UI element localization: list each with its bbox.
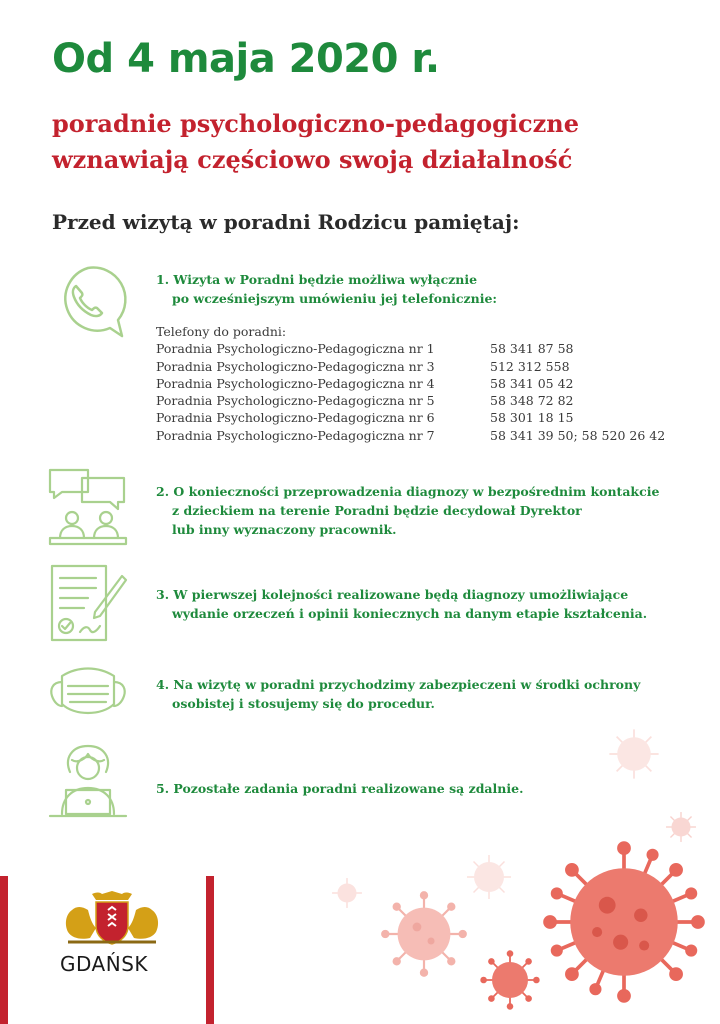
face-mask-icon (48, 656, 128, 736)
virus-illustration-small (480, 950, 540, 1010)
phone-row-number: 58 301 18 15 (490, 410, 574, 426)
virus-illustration-medium (380, 890, 468, 978)
item-3-text (156, 585, 686, 623)
footer-accent-bar-right (206, 876, 214, 1024)
item-4-text (156, 675, 686, 713)
page-title: Od 4 maja 2020 r. (52, 36, 440, 82)
phone-row-number: 58 341 87 58 (490, 341, 574, 357)
item-2-line-3: lub inny wyznaczony pracownik. (172, 522, 397, 537)
phone-row (156, 358, 696, 375)
phone-row-name: Poradnia Psychologiczno-Pedagogiczna nr 4 (156, 375, 435, 391)
phone-row-name: Poradnia Psychologiczno-Pedagogiczna nr 3 (156, 358, 435, 374)
phone-row-name: Poradnia Psychologiczno-Pedagogiczna nr 5 (156, 393, 435, 409)
gdansk-crest-logo (62, 890, 162, 946)
phone-list (156, 323, 696, 444)
virus-illustration-large (540, 838, 708, 1006)
phone-row-name: Poradnia Psychologiczno-Pedagogiczna nr 7 (156, 427, 435, 443)
phone-row-number: 58 348 72 82 (490, 393, 574, 409)
item-1-text (156, 270, 686, 308)
virus-illustration-faint-2 (464, 852, 514, 902)
item-2-text (156, 482, 686, 539)
virus-illustration-faint-4 (330, 876, 364, 910)
item-1-line-1: 1. Wizyta w Poradni będzie możliwa wyłącznie (156, 272, 478, 287)
phone-row-name: Poradnia Psychologiczno-Pedagogiczna nr 6 (156, 410, 435, 426)
phone-row (156, 340, 696, 357)
remote-work-laptop-icon (48, 740, 128, 820)
document-signature-icon (48, 562, 128, 642)
subtitle-line-1: poradnie psychologiczno-pedagogiczne (52, 109, 579, 138)
item-4-line-1: 4. Na wizytę w poradni przychodzimy zabezpieczeni w środki ochrony (156, 677, 641, 692)
item-2-line-2: z dzieckiem na terenie Poradni będzie decydował Dyrektor (172, 503, 582, 518)
city-wordmark: GDAŃSK (60, 952, 148, 976)
subtitle (52, 106, 692, 178)
phone-row (156, 375, 696, 392)
reminder-heading: Przed wizytą w poradni Rodzicu pamiętaj: (52, 210, 520, 234)
footer-accent-bar-left (0, 876, 8, 1024)
phone-list-heading: Telefony do poradni: (156, 324, 287, 339)
phone-row-name: Poradnia Psychologiczno-Pedagogiczna nr 1 (156, 341, 435, 357)
phone-row-number: 512 312 558 (490, 358, 570, 374)
item-5-line-1: 5. Pozostałe zadania poradni realizowane są zdalnie. (156, 781, 524, 796)
phone-row (156, 427, 696, 444)
conversation-icon (48, 466, 128, 546)
phone-row-number: 58 341 39 50; 58 520 26 42 (490, 427, 666, 443)
item-3-line-1: 3. W pierwszej kolejności realizowane będą diagnozy umożliwiające (156, 587, 629, 602)
item-4-line-2: osobistej i stosujemy się do procedur. (172, 696, 435, 711)
virus-illustration-faint-1 (606, 726, 662, 782)
item-1-line-2: po wcześniejszym umówieniu jej telefonicznie: (172, 291, 498, 306)
virus-illustration-faint-3 (664, 810, 698, 844)
subtitle-line-2: wznawiają częściowo swoją działalność (52, 145, 573, 174)
phone-row (156, 392, 696, 409)
phone-row-number: 58 341 05 42 (490, 375, 574, 391)
item-2-line-1: 2. O konieczności przeprowadzenia diagnozy w bezpośrednim kontakcie (156, 484, 660, 499)
phone-row (156, 409, 696, 426)
item-3-line-2: wydanie orzeczeń i opinii koniecznych na danym etapie kształcenia. (172, 606, 648, 621)
phone-chat-icon (48, 262, 128, 342)
